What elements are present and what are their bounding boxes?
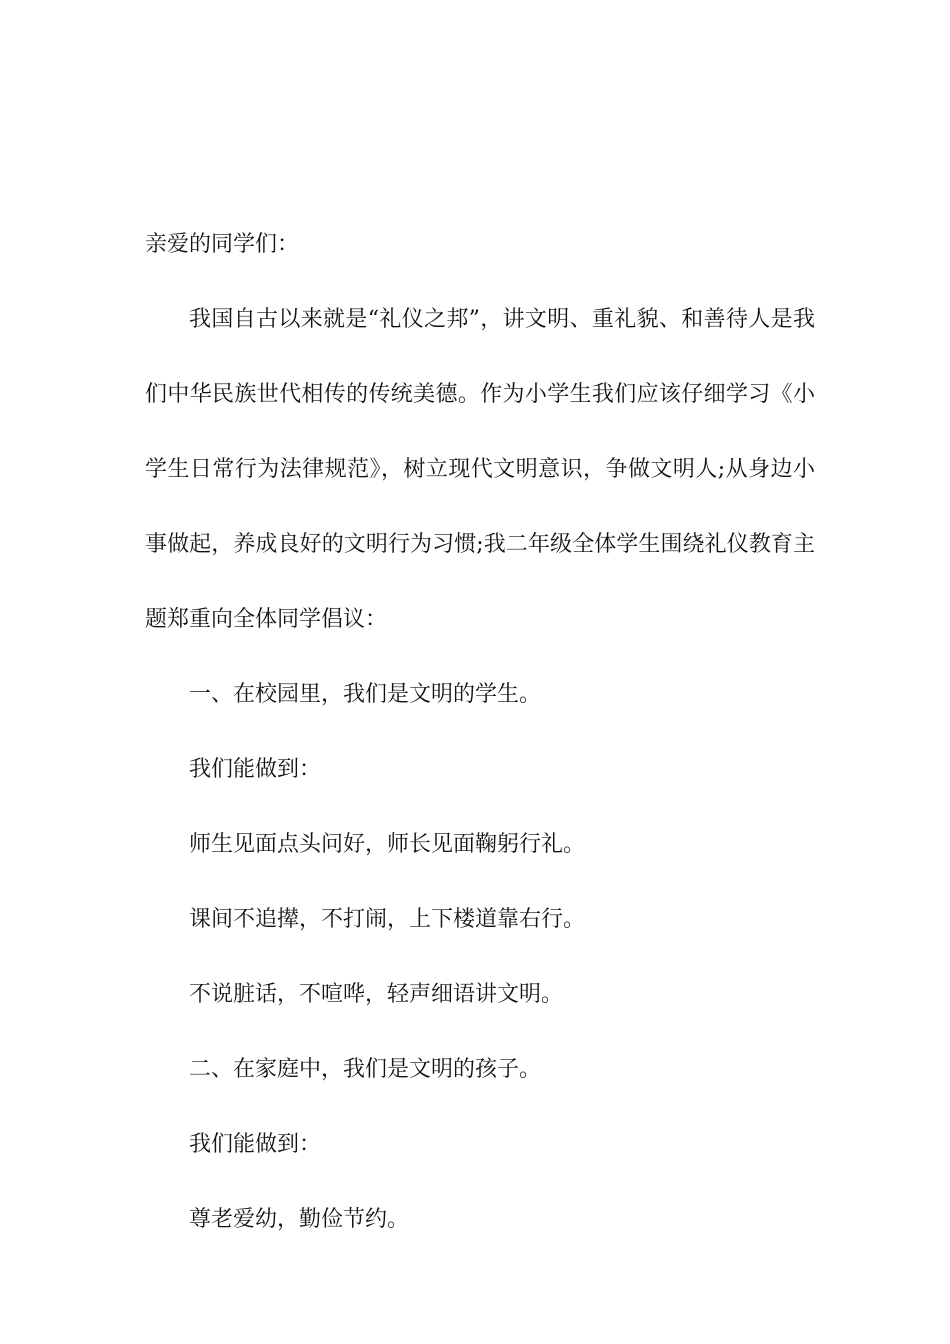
section-1-item: 课间不追撵，不打闹，上下楼道靠右行。 (189, 907, 586, 932)
section-1-heading: 一、在校园里，我们是文明的学生。 (189, 682, 542, 707)
section-1-item: 不说脏话，不喧哗，轻声细语讲文明。 (189, 982, 564, 1007)
salutation: 亲爱的同学们： (145, 232, 300, 257)
section-2-item: 尊老爱幼，勤俭节约。 (189, 1207, 410, 1232)
section-1-lead: 我们能做到： (189, 757, 322, 782)
section-1-item: 师生见面点头问好，师长见面鞠躬行礼。 (189, 832, 586, 857)
section-2-heading: 二、在家庭中，我们是文明的孩子。 (189, 1057, 542, 1082)
document-body (145, 207, 815, 1257)
intro-paragraph: 我国自古以来就是“礼仪之邦”，讲文明、重礼貌、和善待人是我们中华民族世代相传的传统美德。作为小学生我们应该仔细学习《小学生日常行为法律规范》，树立现代文明意识，争做文明人;从身边小事做起，养成良好的文明行为习惯;我二年级全体学生围绕礼仪教育主题郑重向全体同学倡议： (145, 307, 815, 632)
section-2-lead: 我们能做到： (189, 1132, 322, 1157)
